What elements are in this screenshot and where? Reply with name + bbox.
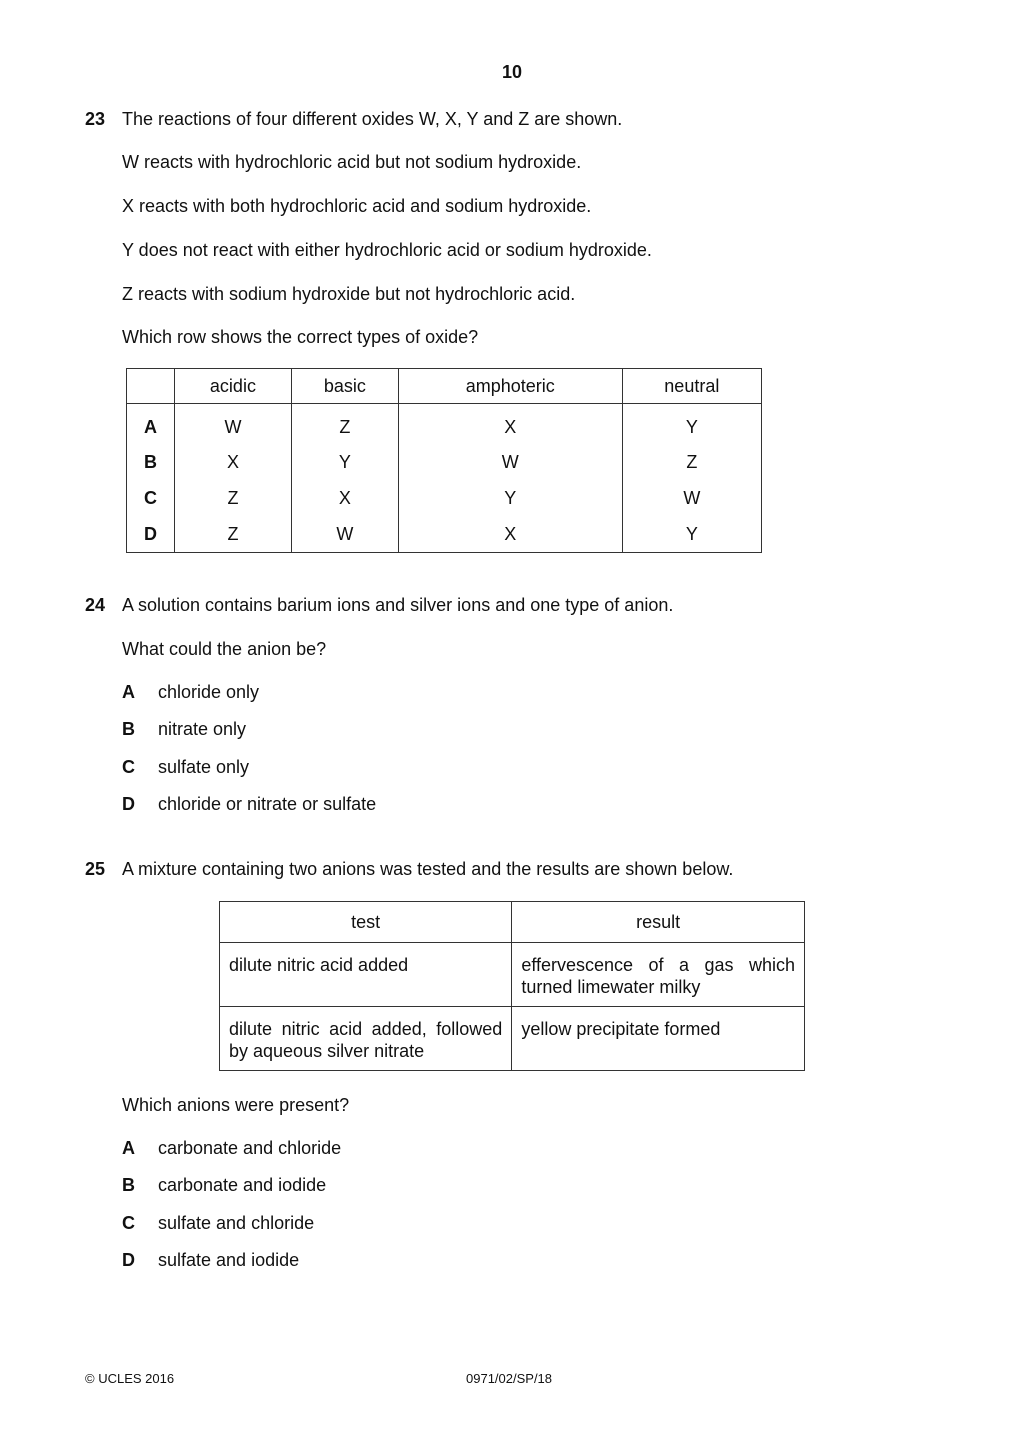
row-label: C	[127, 480, 175, 516]
table-cell-result: effervescence of a gas which turned limewater milky	[512, 943, 805, 1007]
table-cell: W	[398, 444, 622, 480]
table-cell: Z	[291, 404, 398, 445]
q25-option-d-text: sulfate and iodide	[158, 1250, 300, 1270]
table-cell-test: dilute nitric acid added, followed by aqueous silver nitrate	[220, 1007, 512, 1071]
q25-option-d-letter: D	[122, 1250, 135, 1270]
table-header-test: test	[220, 902, 512, 943]
table-cell: X	[398, 404, 622, 445]
table-cell: Z	[175, 480, 292, 516]
table-row	[220, 943, 805, 1007]
table-row	[220, 1007, 805, 1071]
question-24-number: 24	[85, 595, 106, 615]
table-header-acidic: acidic	[175, 369, 292, 404]
question-25-stem: A mixture containing two anions was tested and the results are shown below.	[122, 859, 734, 879]
q25-option-a-text: carbonate and chloride	[158, 1138, 342, 1158]
table-cell: W	[291, 516, 398, 553]
question-23-number: 23	[85, 109, 106, 129]
table-header-neutral: neutral	[622, 369, 761, 404]
table-cell: Y	[622, 404, 761, 445]
table-header-amphoteric: amphoteric	[398, 369, 622, 404]
table-cell: W	[175, 404, 292, 445]
q24-option-d-letter: D	[122, 794, 135, 814]
q25-option-b-letter: B	[122, 1175, 135, 1195]
oxide-types-table	[126, 368, 762, 553]
question-23-statement-x: X reacts with both hydrochloric acid and sodium hydroxide.	[122, 196, 592, 216]
q24-option-b-letter: B	[122, 719, 135, 739]
table-cell: X	[291, 480, 398, 516]
footer-copyright: © UCLES 2016	[85, 1371, 175, 1386]
table-cell: X	[175, 444, 292, 480]
q24-option-c-text: sulfate only	[158, 757, 250, 777]
page-number: 10	[501, 62, 523, 82]
table-cell: Y	[398, 480, 622, 516]
table-header-basic: basic	[291, 369, 398, 404]
table-header-row	[220, 902, 805, 943]
table-header-result: result	[512, 902, 805, 943]
q24-option-d-text: chloride or nitrate or sulfate	[158, 794, 377, 814]
table-row-c	[127, 480, 762, 516]
q25-option-c-letter: C	[122, 1213, 135, 1233]
table-cell: Y	[622, 516, 761, 553]
table-cell: Z	[622, 444, 761, 480]
table-cell: Y	[291, 444, 398, 480]
table-cell: Z	[175, 516, 292, 553]
table-cell: W	[622, 480, 761, 516]
row-label: B	[127, 444, 175, 480]
table-row-b	[127, 444, 762, 480]
table-row-d	[127, 516, 762, 553]
question-23-statement-y: Y does not react with either hydrochloric acid or sodium hydroxide.	[122, 240, 652, 260]
row-label: A	[127, 404, 175, 445]
question-23-stem: The reactions of four different oxides W, X, Y and Z are shown.	[122, 109, 623, 129]
q25-option-c-text: sulfate and chloride	[158, 1213, 315, 1233]
test-results-table	[219, 901, 805, 1071]
question-23-prompt: Which row shows the correct types of oxide?	[122, 327, 479, 347]
table-row-a	[127, 404, 762, 445]
q25-option-b-text: carbonate and iodide	[158, 1175, 327, 1195]
table-cell: X	[398, 516, 622, 553]
q24-option-a-letter: A	[122, 682, 135, 702]
table-header-blank	[127, 369, 175, 404]
question-25-number: 25	[85, 859, 106, 879]
q24-option-a-text: chloride only	[158, 682, 260, 702]
table-cell-test: dilute nitric acid added	[220, 943, 512, 1007]
row-label: D	[127, 516, 175, 553]
question-25-prompt: Which anions were present?	[122, 1095, 350, 1115]
question-23-statement-w: W reacts with hydrochloric acid but not sodium hydroxide.	[122, 152, 582, 172]
footer-paper-code: 0971/02/SP/18	[466, 1371, 553, 1386]
table-cell-result: yellow precipitate formed	[512, 1007, 805, 1071]
table-header-row	[127, 369, 762, 404]
question-24-stem: A solution contains barium ions and silver ions and one type of anion.	[122, 595, 674, 615]
q24-option-b-text: nitrate only	[158, 719, 247, 739]
q24-option-c-letter: C	[122, 757, 135, 777]
question-24-prompt: What could the anion be?	[122, 639, 327, 659]
question-23-statement-z: Z reacts with sodium hydroxide but not hydrochloric acid.	[122, 284, 576, 304]
q25-option-a-letter: A	[122, 1138, 135, 1158]
